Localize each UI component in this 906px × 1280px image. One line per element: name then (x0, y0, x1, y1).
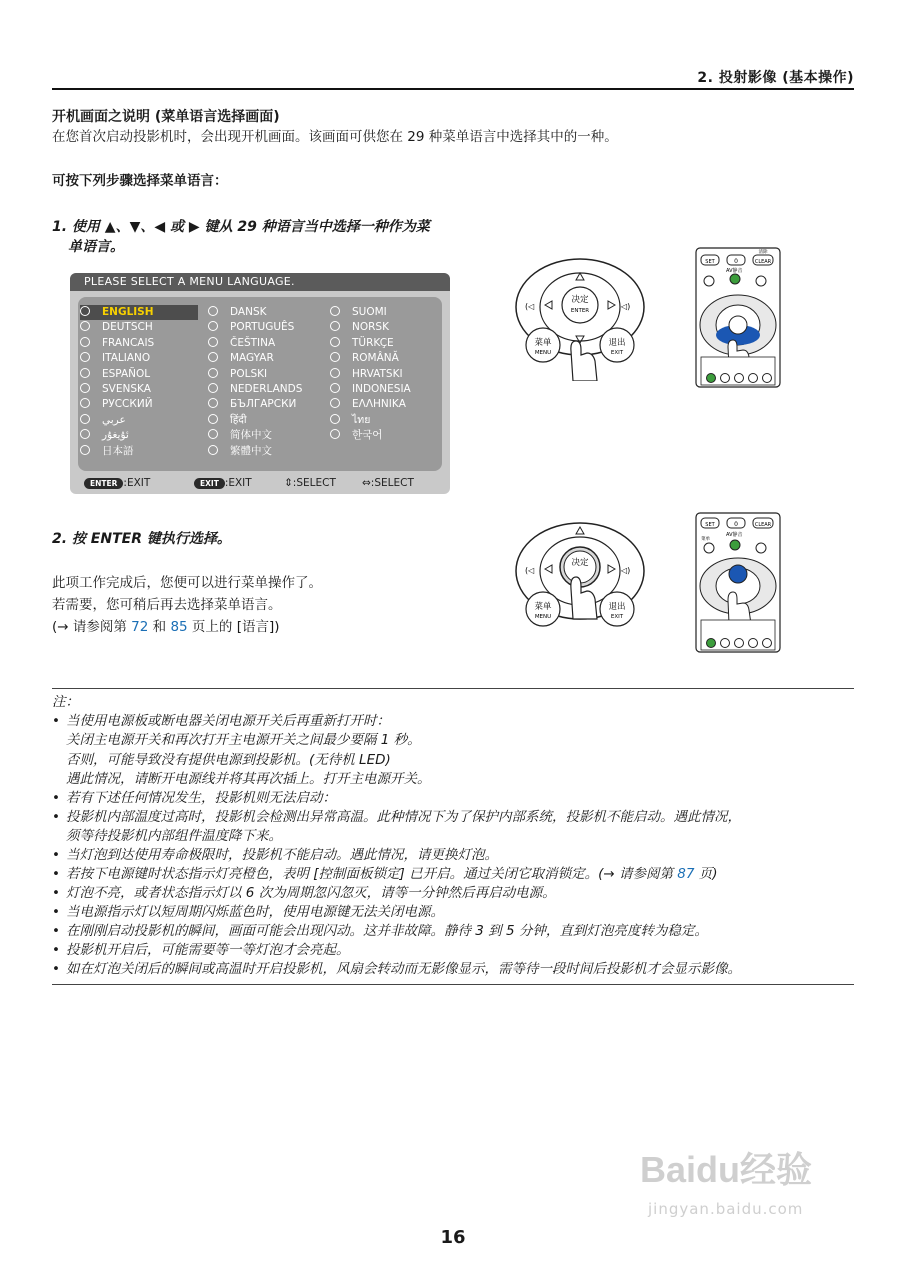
radio-button-icon[interactable] (330, 306, 340, 316)
radio-button-icon[interactable] (330, 429, 340, 439)
page-link-87[interactable]: 87 (677, 866, 695, 882)
clear-key-label: CLEAR (754, 522, 772, 528)
radio-button-icon[interactable] (80, 429, 90, 439)
language-option[interactable] (208, 367, 322, 382)
language-option[interactable] (80, 444, 198, 459)
language-option-label: 简体中文 (230, 429, 272, 442)
intro-text: 在您首次启动投影机时，会出现开机画面。该画面可供您在 29 种菜单语言中选择其中的一种。 (52, 129, 618, 145)
radio-button-icon[interactable] (208, 429, 218, 439)
language-option-label: INDONESIA (352, 382, 411, 395)
clear-key-cn-label: 清除 (758, 250, 768, 255)
language-option[interactable] (80, 320, 198, 335)
language-list-panel (78, 297, 442, 471)
leftright-select-label: ⇔:SELECT (362, 477, 414, 489)
set-key-label: SET (705, 522, 715, 528)
remote-body-illustration-1 (695, 247, 781, 388)
menu-key-cn-label: 菜单 (534, 602, 552, 612)
exit-key-en-label: EXIT (610, 350, 624, 356)
radio-button-icon[interactable] (208, 414, 218, 424)
radio-button-icon[interactable] (208, 352, 218, 362)
language-option[interactable] (330, 320, 440, 335)
radio-button-icon[interactable] (80, 306, 90, 316)
language-menu-footer (70, 475, 450, 493)
language-option-label: MAGYAR (230, 352, 274, 365)
language-option-label: ΕΛΛΗΝΙΚΑ (352, 398, 406, 411)
language-option-label: ئۇيغۇر (102, 429, 129, 442)
notes-top-rule (52, 688, 854, 689)
remote-body-illustration-2 (695, 512, 781, 653)
language-option-label: 繁體中文 (230, 444, 272, 457)
svg-text:◁): ◁) (621, 566, 631, 575)
menu-key-cn-label: 菜单 (534, 338, 552, 348)
language-option[interactable] (80, 336, 198, 351)
av-menu-cn-label: 菜单 (701, 537, 710, 542)
language-option[interactable] (80, 428, 198, 443)
language-option[interactable] (208, 428, 322, 443)
exit-key-badge: EXIT (194, 478, 225, 489)
language-option[interactable] (330, 336, 440, 351)
enter-key-en-label: ENTER (570, 308, 590, 314)
av-mute-label: AV静音 (726, 532, 743, 538)
language-option[interactable] (80, 397, 198, 412)
language-option[interactable] (330, 351, 440, 366)
menu-key-en-label: MENU (534, 614, 552, 620)
language-option-label: POLSKI (230, 367, 268, 380)
radio-button-icon[interactable] (80, 398, 90, 408)
set-key-label: SET (705, 259, 715, 265)
language-option[interactable] (208, 444, 322, 459)
page-link-72[interactable]: 72 (131, 619, 149, 635)
baidu-watermark-url: jingyan.baidu.com (648, 1200, 804, 1218)
radio-button-icon[interactable] (330, 352, 340, 362)
language-option-label: NEDERLANDS (230, 382, 303, 395)
baidu-watermark-logo: Baidu经验 (640, 1149, 813, 1190)
language-option[interactable] (208, 351, 322, 366)
step2-reference: (→ 请参阅第 72 和 85 页上的 [语言]) (52, 619, 280, 635)
language-column-1 (80, 305, 198, 459)
language-option-label: ESPAÑOL (102, 367, 151, 380)
note-6: • 灯泡不亮，或者状态指示灯以 6 次为周期忽闪忽灭，请等一分钟然后再启动电源。 (52, 885, 556, 901)
note-8: • 在刚刚启动投影机的瞬间，画面可能会出现闪动。这并非故障。静待 3 到 5 分钟，直到灯泡亮度转为稳定。 (52, 923, 708, 939)
remote-dpad-illustration-1 (513, 255, 647, 381)
note-5: • 若按下电源键时状态指示灯亮橙色，表明 [控制面板锁定] 已开启。通过关闭它取消锁定。(→ 请参阅第 87 页) (52, 866, 718, 882)
language-option[interactable] (208, 413, 322, 428)
language-option-label: NORSK (352, 321, 389, 334)
radio-button-icon[interactable] (208, 398, 218, 408)
svg-text:◁): ◁) (621, 302, 631, 311)
menu-key-en-label: MENU (534, 350, 552, 356)
language-option-label: 日本語 (102, 444, 134, 457)
lead-text: 可按下列步骤选择菜单语言： (52, 173, 228, 189)
language-option[interactable] (80, 367, 198, 382)
language-option-label: ROMÂNĂ (352, 352, 399, 365)
note-10: • 如在灯泡关闭后的瞬间或高温时开启投影机，风扇会转动而无影像显示，需等待一段时间后投影机才会显示影像。 (52, 961, 741, 977)
remote-dpad-illustration-2 (513, 519, 647, 645)
av-mute-label: AV静音 (726, 268, 743, 274)
radio-button-icon[interactable] (330, 337, 340, 347)
svg-text:(◁: (◁ (525, 302, 535, 311)
language-option[interactable] (208, 305, 322, 320)
language-option-label: РУССКИЙ (102, 398, 153, 411)
header-rule (52, 88, 854, 90)
language-column-2 (208, 305, 322, 459)
section-title: 开机画面之说明 (菜单语言选择画面) (52, 109, 280, 125)
language-option[interactable] (330, 413, 440, 428)
section-header-title: 2. 投射影像 (基本操作) (697, 70, 854, 86)
page-link-85[interactable]: 85 (170, 619, 188, 635)
language-option[interactable] (208, 320, 322, 335)
language-menu-screen (70, 273, 450, 494)
language-option-label: DEUTSCH (102, 321, 153, 334)
radio-button-icon[interactable] (80, 368, 90, 378)
exit-key-en-label: EXIT (610, 614, 624, 620)
language-option[interactable] (80, 413, 198, 428)
exit-key-cn-label: 退出 (608, 338, 626, 348)
page-number: 16 (440, 1227, 466, 1248)
language-option-label: TÜRKÇE (352, 336, 394, 349)
radio-button-icon[interactable] (80, 321, 90, 331)
language-option-label: ITALIANO (102, 352, 151, 365)
language-menu-title: PLEASE SELECT A MENU LANGUAGE. (70, 273, 450, 291)
radio-button-icon[interactable] (80, 337, 90, 347)
language-option-label: हिंदी (230, 413, 247, 426)
language-option-label: SVENSKA (102, 382, 151, 395)
clear-key-label: CLEAR (754, 259, 772, 265)
language-option-label: ČEŠTINA (230, 336, 276, 349)
language-option-label: ENGLISH (102, 306, 154, 318)
radio-button-icon[interactable] (208, 306, 218, 316)
enter-key-badge: ENTER (84, 478, 123, 489)
language-option-label: PORTUGUÊS (230, 321, 295, 334)
language-option[interactable] (330, 382, 440, 397)
exit-exit-label: :EXIT (224, 477, 252, 489)
step2-title: 2. 按 ENTER 键执行选择。 (52, 531, 231, 547)
note-9: • 投影机开启后，可能需要等一等灯泡才会亮起。 (52, 942, 350, 958)
language-option[interactable] (80, 382, 198, 397)
radio-button-icon[interactable] (80, 352, 90, 362)
step1-line1: 1. 使用 ▲、▼、◀ 或 ▶ 键从 29 种语言当中选择一种作为菜 (52, 219, 430, 235)
note-7: • 当电源指示灯以短周期闪烁蓝色时，使用电源键无法关闭电源。 (52, 904, 444, 920)
language-option-label: عربي (102, 413, 126, 426)
language-option-label: DANSK (230, 306, 267, 318)
language-option-label: SUOMI (352, 306, 387, 318)
radio-button-icon[interactable] (330, 368, 340, 378)
svg-text:0: 0 (734, 521, 738, 528)
radio-button-icon[interactable] (208, 445, 218, 455)
step1-line2: 单语言。 (68, 239, 124, 255)
language-option[interactable] (80, 351, 198, 366)
radio-button-icon[interactable] (80, 445, 90, 455)
language-option[interactable] (80, 305, 198, 320)
note-4: • 当灯泡到达使用寿命极限时，投影机不能启动。遇此情况，请更换灯泡。 (52, 847, 498, 863)
radio-button-icon[interactable] (80, 383, 90, 393)
note-3: • 投影机内部温度过高时，投影机会检测出异常高温。此种情况下为了保护内部系统，投影机不能启动。遇此情况， 须等待投影机内部组件温度降下来。 (52, 809, 741, 845)
svg-text:(◁: (◁ (525, 566, 535, 575)
enter-exit-label: :EXIT (123, 477, 151, 489)
language-option-label: ไทย (352, 413, 371, 426)
updown-select-label: ⇕:SELECT (284, 477, 336, 489)
step2-line1: 此项工作完成后，您便可以进行菜单操作了。 (52, 575, 322, 591)
language-option[interactable] (330, 397, 440, 412)
radio-button-icon[interactable] (208, 337, 218, 347)
notes-label: 注： (52, 694, 79, 710)
radio-button-icon[interactable] (330, 414, 340, 424)
language-option-label: FRANCAIS (102, 336, 155, 349)
enter-key-cn-label: 决定 (571, 558, 589, 568)
language-option[interactable] (208, 397, 322, 412)
radio-button-icon[interactable] (330, 383, 340, 393)
radio-button-icon[interactable] (208, 383, 218, 393)
language-option-label: HRVATSKI (352, 367, 403, 380)
language-option[interactable] (330, 428, 440, 443)
radio-button-icon[interactable] (330, 321, 340, 331)
notes-bottom-rule (52, 984, 854, 985)
radio-button-icon[interactable] (80, 414, 90, 424)
note-1: • 当使用电源板或断电器关闭电源开关后再重新打开时： 关闭主电源开关和再次打开主电源开关之间最少要隔 1 秒。 否则，可能导致没有提供电源到投影机。(无待机 LED) 遇此情况，请断开电源线并将其再次插上。打开主电源开关。 (52, 713, 431, 787)
radio-button-icon[interactable] (208, 368, 218, 378)
note-2: • 若有下述任何情况发生，投影机则无法启动： (52, 790, 336, 806)
radio-button-icon[interactable] (208, 321, 218, 331)
language-option[interactable] (330, 305, 440, 320)
language-column-3 (330, 305, 440, 444)
language-option[interactable] (208, 336, 322, 351)
enter-key-cn-label: 决定 (571, 295, 589, 305)
radio-button-icon[interactable] (330, 398, 340, 408)
svg-text:0: 0 (734, 258, 738, 265)
step2-line2: 若需要，您可稍后再去选择菜单语言。 (52, 597, 282, 613)
language-option-label: 한국어 (352, 429, 383, 442)
language-option-label: БЪЛГАРСКИ (230, 398, 297, 411)
exit-key-cn-label: 退出 (608, 602, 626, 612)
language-option[interactable] (330, 367, 440, 382)
language-option[interactable] (208, 382, 322, 397)
